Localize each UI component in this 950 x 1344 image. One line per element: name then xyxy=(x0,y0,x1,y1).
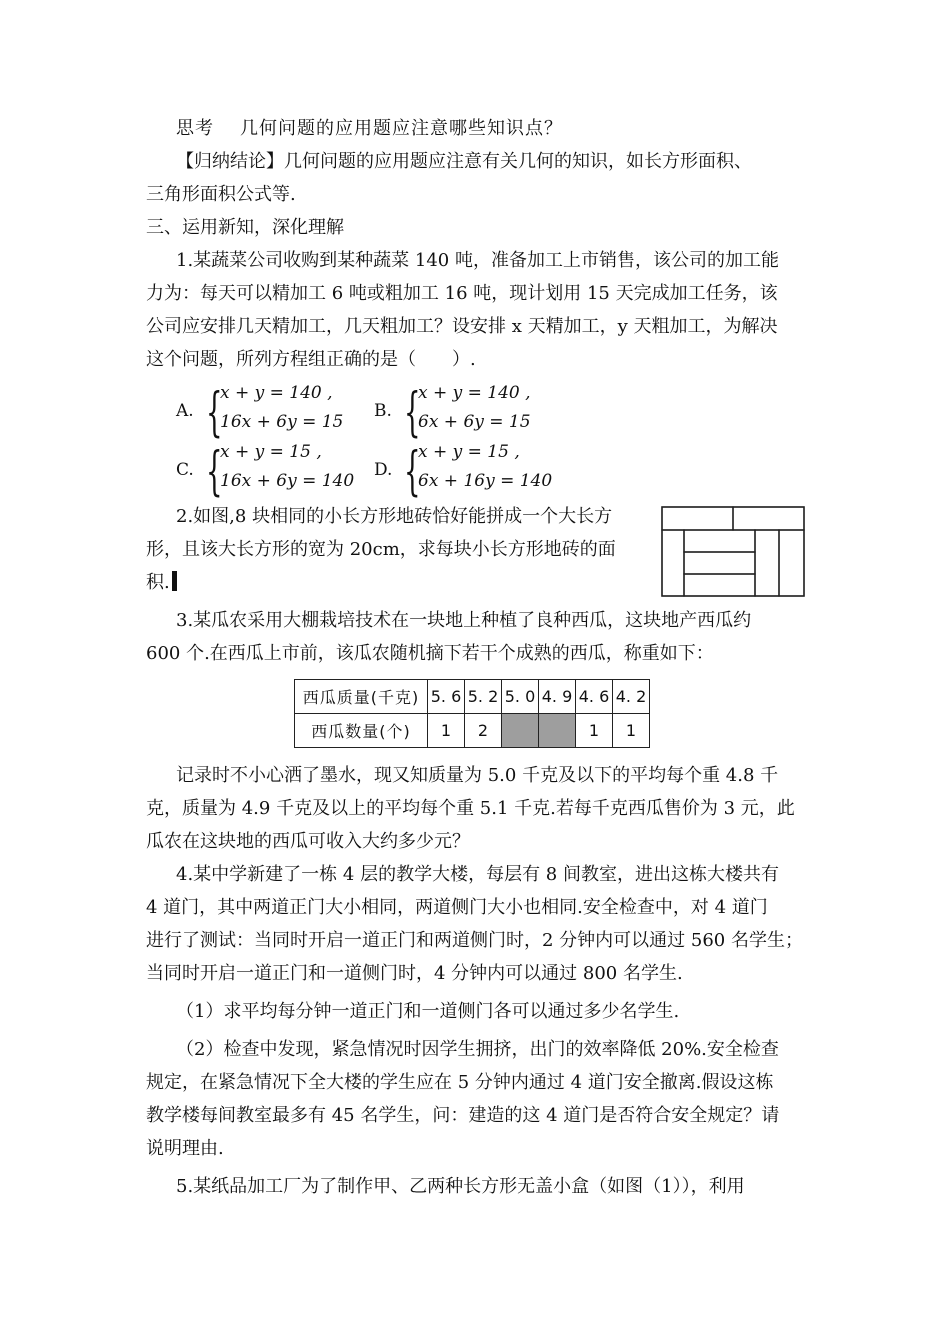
count-cell: 1 xyxy=(428,714,465,748)
q4-line-1: 4.某中学新建了一栋 4 层的教学大楼，每层有 8 间教室，进出这栋大楼共有 xyxy=(176,864,779,885)
q3-line-1: 3.某瓜农采用大棚栽培技术在一块地上种植了良种西瓜，这块地产西瓜约 xyxy=(176,610,752,631)
mass-cell: 4. 9 xyxy=(539,680,576,714)
tile-figure xyxy=(661,506,806,598)
option-c xyxy=(176,442,356,502)
count-header: 西瓜数量(个) xyxy=(295,714,428,748)
option-b-eq1: x + y = 140 , xyxy=(418,383,531,403)
q5-line-1: 5.某纸品加工厂为了制作甲、乙两种长方形无盖小盒（如图（1）），利用 xyxy=(176,1176,745,1197)
tile-top-right xyxy=(733,507,804,530)
q4-line-4: 当同时开启一道正门和一道侧门时，4 分钟内可以通过 800 名学生. xyxy=(146,963,683,984)
conclusion-line-1: 【归纳结论】几何问题的应用题应注意有关几何的知识，如长方形面积、 xyxy=(176,151,752,172)
option-d-label: D. xyxy=(374,460,393,480)
tile-right-vertical-1 xyxy=(755,530,779,596)
ink-blot-cell xyxy=(539,714,576,748)
tile-middle-3 xyxy=(684,574,755,596)
q1-line-1: 1.某蔬菜公司收购到某种蔬菜 140 吨，准备加工上市销售，该公司的加工能 xyxy=(176,250,779,271)
count-cell: 1 xyxy=(576,714,613,748)
ink-blot-cell xyxy=(502,714,539,748)
q3-after-3: 瓜农在这块地的西瓜可收入大约多少元？ xyxy=(146,831,470,852)
section-title: 三、运用新知，深化理解 xyxy=(146,217,344,238)
text-cursor-icon xyxy=(172,571,177,591)
q1-line-4: 这个问题，所列方程组正确的是（ ）. xyxy=(146,349,476,370)
think-head: 思考 xyxy=(176,118,214,139)
option-a-eq2: 16x + 6y = 15 xyxy=(220,412,344,432)
q3-after-1: 记录时不小心洒了墨水，现又知质量为 5.0 千克及以下的平均每个重 4.8 千 xyxy=(176,765,779,786)
option-d-eq2: 6x + 16y = 140 xyxy=(418,471,553,491)
q1-line-2: 力为：每天可以精加工 6 吨或粗加工 16 吨，现计划用 15 天完成加工任务，该 xyxy=(146,283,778,304)
option-d-brace: { xyxy=(404,442,421,502)
count-cell: 1 xyxy=(613,714,650,748)
mass-cell: 4. 6 xyxy=(576,680,613,714)
table-row-mass xyxy=(295,680,650,714)
table-row-count xyxy=(295,714,650,748)
q1-line-3: 公司应安排几天精加工，几天粗加工？设安排 x 天精加工，y 天粗加工，为解决 xyxy=(146,316,778,337)
melon-table xyxy=(294,679,650,748)
q2-line-3 xyxy=(146,571,177,595)
tile-middle-2 xyxy=(684,552,755,574)
q4-sub1: （1）求平均每分钟一道正门和一道侧门各可以通过多少名学生. xyxy=(176,1001,680,1022)
mass-cell: 4. 2 xyxy=(613,680,650,714)
mass-cell: 5. 2 xyxy=(465,680,502,714)
think-text: 几何问题的应用题应注意哪些知识点？ xyxy=(240,118,563,139)
option-c-eq2: 16x + 6y = 140 xyxy=(220,471,355,491)
tile-left-vertical xyxy=(662,530,684,596)
option-a-label: A. xyxy=(176,401,194,421)
q3-line-2: 600 个.在西瓜上市前，该瓜农随机摘下若干个成熟的西瓜，称重如下： xyxy=(146,643,714,664)
option-a xyxy=(176,383,356,443)
option-b-label: B. xyxy=(374,401,392,421)
option-c-label: C. xyxy=(176,460,194,480)
q4-sub2-line-3: 教学楼每间教室最多有 45 名学生，问：建造的这 4 道门是否符合安全规定？请 xyxy=(146,1105,780,1126)
q2-line-2: 形，且该大长方形的宽为 20cm，求每块小长方形地砖的面 xyxy=(146,539,616,560)
tile-right-vertical-2 xyxy=(779,530,804,596)
option-a-brace: { xyxy=(206,383,223,443)
option-b xyxy=(374,383,554,443)
option-d-eq1: x + y = 15 , xyxy=(418,442,520,462)
q3-after-2: 克，质量为 4.9 千克及以上的平均每个重 5.1 千克.若每千克西瓜售价为 3 元，此 xyxy=(146,798,795,819)
conclusion-line-2: 三角形面积公式等. xyxy=(146,184,296,205)
q4-sub2-line-2: 规定，在紧急情况下全大楼的学生应在 5 分钟内通过 4 道门安全撤离.假设这栋 xyxy=(146,1072,774,1093)
option-c-eq1: x + y = 15 , xyxy=(220,442,322,462)
think-line xyxy=(176,117,563,141)
option-b-brace: { xyxy=(404,383,421,443)
q4-line-3: 进行了测试：当同时开启一道正门和两道侧门时，2 分钟内可以通过 560 名学生； xyxy=(146,930,803,951)
option-c-brace: { xyxy=(206,442,223,502)
q2-line-1: 2.如图,8 块相同的小长方形地砖恰好能拼成一个大长方 xyxy=(176,506,613,527)
mass-cell: 5. 0 xyxy=(502,680,539,714)
mass-cell: 5. 6 xyxy=(428,680,465,714)
tile-top-left xyxy=(662,507,733,530)
count-cell: 2 xyxy=(465,714,502,748)
option-d xyxy=(374,442,554,502)
q2-line-3-text: 积. xyxy=(146,572,170,593)
q4-line-2: 4 道门，其中两道正门大小相同，两道侧门大小也相同.安全检查中，对 4 道门 xyxy=(146,897,768,918)
mass-header: 西瓜质量(千克) xyxy=(295,680,428,714)
tile-middle-1 xyxy=(684,530,755,552)
option-a-eq1: x + y = 140 , xyxy=(220,383,333,403)
q4-sub2-line-1: （2）检查中发现，紧急情况时因学生拥挤，出门的效率降低 20%.安全检查 xyxy=(176,1039,779,1060)
option-b-eq2: 6x + 6y = 15 xyxy=(418,412,531,432)
q4-sub2-line-4: 说明理由. xyxy=(146,1138,224,1159)
